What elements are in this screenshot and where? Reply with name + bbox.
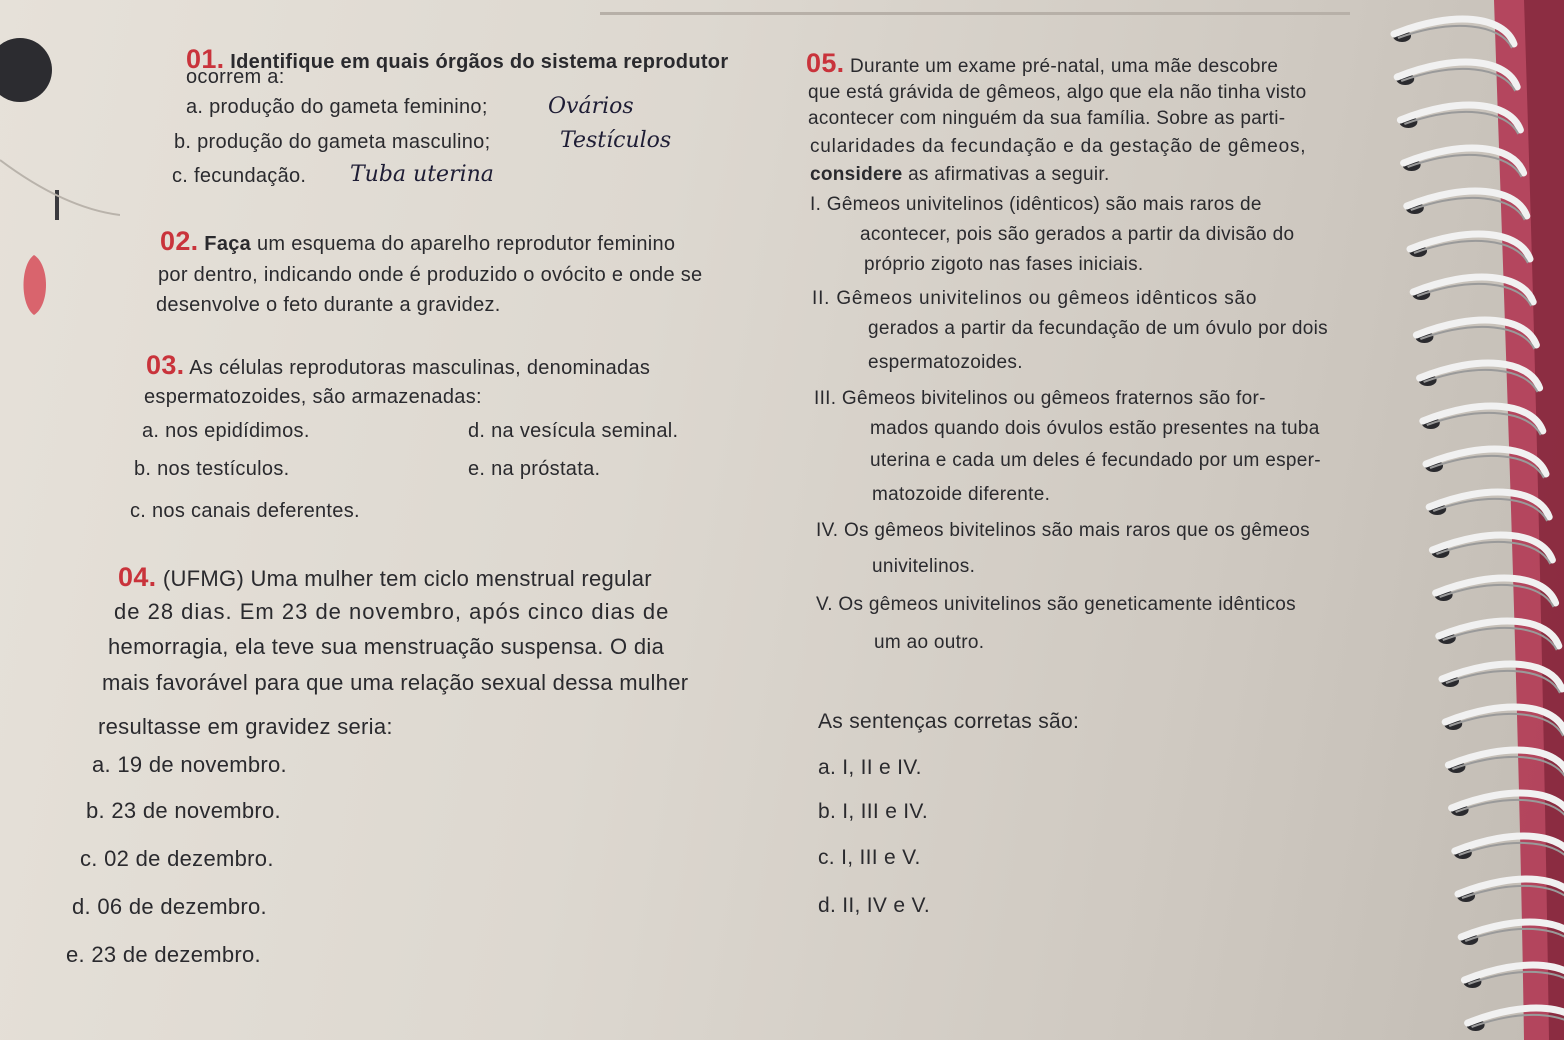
q02-number: 02. <box>160 226 199 256</box>
q02-text-1: um esquema do aparelho reprodutor feminino <box>256 233 676 255</box>
q05-item-v-2: um ao outro. <box>874 632 985 653</box>
q05-item-ii-2: gerados a partir da fecundação de um óvulo por dois <box>868 318 1328 339</box>
q05-considere: considere <box>810 164 903 185</box>
q01-lead: Identifique em quais órgãos do sistema reprodutor <box>230 51 729 73</box>
q02-line-1 <box>160 226 675 257</box>
q04-text-1: (UFMG) Uma mulher tem ciclo menstrual regular <box>162 566 652 591</box>
q03-line-1 <box>146 350 650 381</box>
q05-item-iv-1: IV. Os gêmeos bivitelinos são mais raros que os gêmeos <box>816 520 1310 541</box>
q01-item-b: b. produção do gameta masculino; <box>174 131 491 153</box>
q04-option-b: b. 23 de novembro. <box>86 798 281 823</box>
q01-number: 01. <box>186 44 225 74</box>
q05-item-ii-3: espermatozoides. <box>868 352 1023 373</box>
q04-number: 04. <box>118 562 157 592</box>
q03-option-a: a. nos epidídimos. <box>142 420 310 442</box>
q04-line-3: hemorragia, ela teve sua menstruação suspensa. O dia <box>108 634 665 659</box>
q03-option-c: c. nos canais deferentes. <box>130 500 360 522</box>
q05-option-d: d. II, IV e V. <box>818 894 930 917</box>
q01-answer-c: Tuba uterina <box>350 162 494 187</box>
q04-line-5: resultasse em gravidez seria: <box>98 714 393 739</box>
q01-item-c: c. fecundação. <box>172 165 307 187</box>
q04-line-1 <box>118 562 652 593</box>
q01-item-a: a. produção do gameta feminino; <box>186 96 488 118</box>
q05-line-3: acontecer com ninguém da sua família. Sobre as parti- <box>808 108 1286 129</box>
q05-option-c: c. I, III e V. <box>818 846 921 869</box>
q05-prompt: As sentenças corretas são: <box>818 710 1080 733</box>
q02-line-2: por dentro, indicando onde é produzido o ovócito e onde se <box>158 264 703 286</box>
q03-text-1: As células reprodutoras masculinas, denominadas <box>189 357 651 379</box>
q05-text-1: Durante um exame pré-natal, uma mãe descobre <box>850 56 1279 77</box>
q03-option-d: d. na vesícula seminal. <box>468 420 679 442</box>
q05-number: 05. <box>806 48 845 78</box>
q05-item-iii-2: mados quando dois óvulos estão presentes na tuba <box>870 418 1320 439</box>
q05-item-i-2: acontecer, pois são gerados a partir da divisão do <box>860 224 1295 245</box>
q05-item-i-1: I. Gêmeos univitelinos (idênticos) são mais raros de <box>810 194 1262 215</box>
spiral-binding <box>1374 0 1564 1040</box>
q01-line-2: ocorrem a: <box>186 66 285 88</box>
q04-option-d: d. 06 de dezembro. <box>72 894 267 919</box>
q03-line-2: espermatozoides, são armazenadas: <box>144 386 482 408</box>
q05-item-iii-3: uterina e cada um deles é fecundado por um esper- <box>870 450 1321 471</box>
q04-option-c: c. 02 de dezembro. <box>80 846 274 871</box>
q05-option-b: b. I, III e IV. <box>818 800 928 823</box>
q02-line-3: desenvolve o feto durante a gravidez. <box>156 294 501 316</box>
q05-item-iii-1: III. Gêmeos bivitelinos ou gêmeos fraternos são for- <box>814 388 1266 409</box>
q05-item-ii-1: II. Gêmeos univitelinos ou gêmeos idênticos são <box>812 288 1258 309</box>
q05-line-5 <box>810 164 1110 186</box>
left-decoration <box>0 0 120 320</box>
q03-number: 03. <box>146 350 185 380</box>
q05-line-1 <box>806 48 1278 79</box>
q05-line-4: cularidades da fecundação e da gestação de gêmeos, <box>810 136 1307 157</box>
q05-option-a: a. I, II e IV. <box>818 756 922 779</box>
q05-item-iv-2: univitelinos. <box>872 556 976 577</box>
q03-option-b: b. nos testículos. <box>134 458 290 480</box>
q03-option-e: e. na próstata. <box>468 458 601 480</box>
q04-line-4: mais favorável para que uma relação sexual dessa mulher <box>102 670 689 695</box>
q05-text-5: as afirmativas a seguir. <box>908 164 1110 185</box>
q05-line-2: que está grávida de gêmeos, algo que ela não tinha visto <box>808 82 1307 103</box>
q01-answer-b: Testículos <box>560 128 672 153</box>
q05-item-iii-4: matozoide diferente. <box>872 484 1051 505</box>
q01-answer-a: Ovários <box>548 94 634 119</box>
q05-item-i-3: próprio zigoto nas fases iniciais. <box>864 254 1144 275</box>
q04-option-a: a. 19 de novembro. <box>92 752 287 777</box>
top-divider <box>600 12 1350 15</box>
q02-lead: Faça <box>204 233 252 255</box>
q04-option-e: e. 23 de dezembro. <box>66 942 261 967</box>
q04-line-2: de 28 dias. Em 23 de novembro, após cinco dias de <box>114 599 670 624</box>
q05-item-v-1: V. Os gêmeos univitelinos são geneticamente idênticos <box>816 594 1296 615</box>
